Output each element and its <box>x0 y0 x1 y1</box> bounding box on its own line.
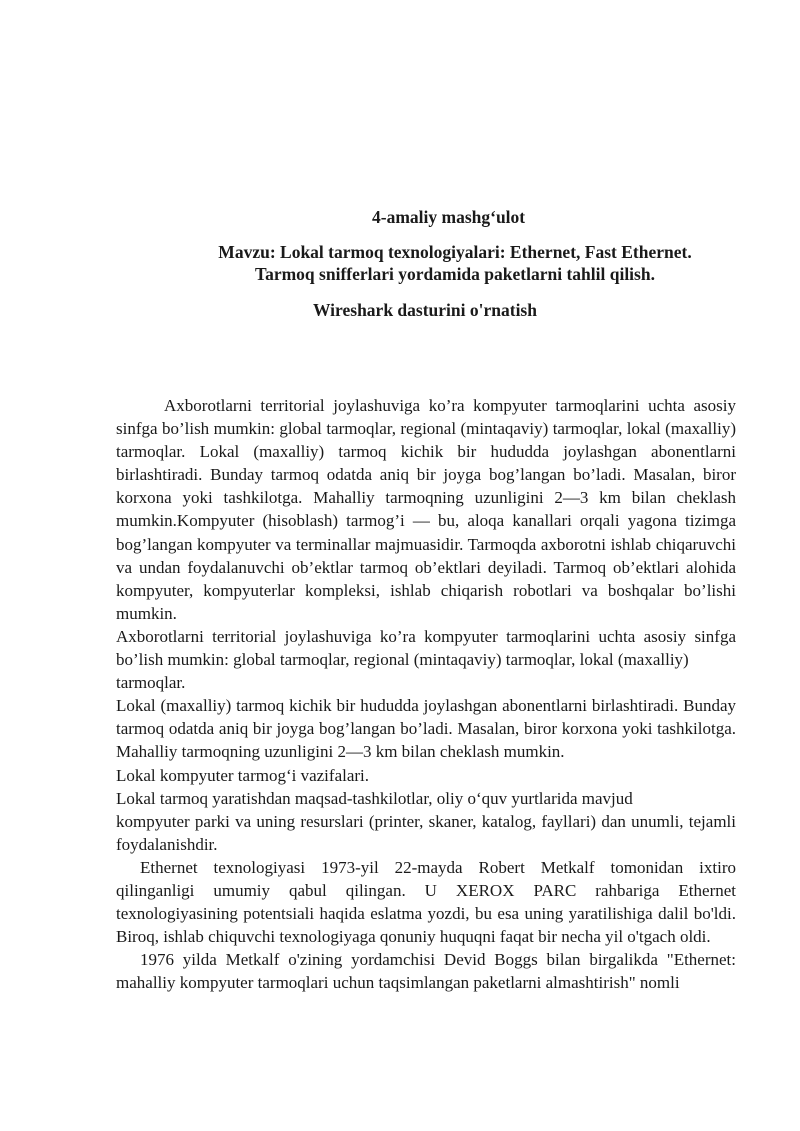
paragraph-metcalfe-boggs: 1976 yilda Metkalf o'zining yordamchisi Devid Boggs bilan birgalikda "Ethernet: mahalliy kompyuter tarmoqlari uchun taqsimlangan paketlarni almashtirish" nomli <box>116 950 736 993</box>
section-title: Wireshark dasturini o'rnatish <box>313 300 537 320</box>
paragraph-purpose-end: kompyuter parki va uning resurslari (printer, skaner, katalog, fayllari) dan unumli, tejamli foydalanishdir. <box>116 811 736 854</box>
paragraph-classes-tail: tarmoqlar. <box>116 673 186 693</box>
paragraph-intro: Axborotlarni territorial joylashuviga ko’ra kompyuter tarmoqlarini uchta asosiy sinfga bo’lish mumkin: global tarmoqlar, regional (mintaqaviy) tarmoqlar, lokal (maxalliy) tarmoqlar. Lokal (maxalliy) tarmoq kichik bir hududda joylashgan abonentlarni birlashtiradi. Bunday tarmoq odatda aniq bir joyga bog’langan bo’ladi. Masalan, biror korxona yoki tashkilotga. Mahalliy tarmoqning uzunligini 2—3 km bilan cheklash mumkin.Kompyuter (hisoblash) tarmog’i — bu, aloqa kanallari orqali yagona tizimga bog’langan kompyuter va terminallar majmuasidir. Tarmoqda axborotni ishlab chiqaruvchi va undan foydalanuvchi ob’ektlar tarmoq ob’ektlari deyiladi. Tarmoq ob’ektlari alohida kompyuter, kompyuterlar kompleksi, ishlab chiqarish robotlari va boshqalar bo’lishi mumkin. <box>116 396 736 623</box>
topic-line-2: Tarmoq snifferlari yordamida paketlarni tahlil qilish. <box>255 264 655 284</box>
paragraph-functions-heading: Lokal kompyuter tarmog‘i vazifalari. <box>116 765 370 785</box>
topic-heading <box>0 241 800 285</box>
lab-title: 4-amaliy mashg‘ulot <box>372 207 526 227</box>
paragraph-local-network: Lokal (maxalliy) tarmoq kichik bir hududda joylashgan abonentlarni birlashtiradi. Bunday tarmoq odatda aniq bir joyga bog’langan bo’ladi. Masalan, biror korxona yoki tashkilotga. Mahalliy tarmoqning uzunligini 2—3 km bilan cheklash mumkin. <box>116 696 736 762</box>
paragraph-classes: Axborotlarni territorial joylashuviga ko’ra kompyuter tarmoqlarini uchta asosiy sinfga bo’lish mumkin: global tarmoqlar, regional (mintaqaviy) tarmoqlar, lokal (maxalliy) <box>116 626 736 670</box>
topic-line-1: Mavzu: Lokal tarmoq texnologiyalari: Ethernet, Fast Ethernet. <box>218 242 692 262</box>
body-text <box>116 394 736 994</box>
paragraph-purpose-start: Lokal tarmoq yaratishdan maqsad-tashkilotlar, oliy o‘quv yurtlarida mavjud <box>116 788 633 808</box>
paragraph-ethernet-history: Ethernet texnologiyasi 1973-yil 22-mayda Robert Metkalf tomonidan ixtiro qilinganligi umumiy qabul qilingan. U XEROX PARC rahbariga Ethernet texnologiyasining potentsiali haqida eslatma yozdi, bu esa uning yaratilishiga dalil bo'ldi. Biroq, ishlab chiquvchi texnologiyaga qonuniy huquqni faqat bir necha yil o'tgach oldi. <box>116 857 736 947</box>
